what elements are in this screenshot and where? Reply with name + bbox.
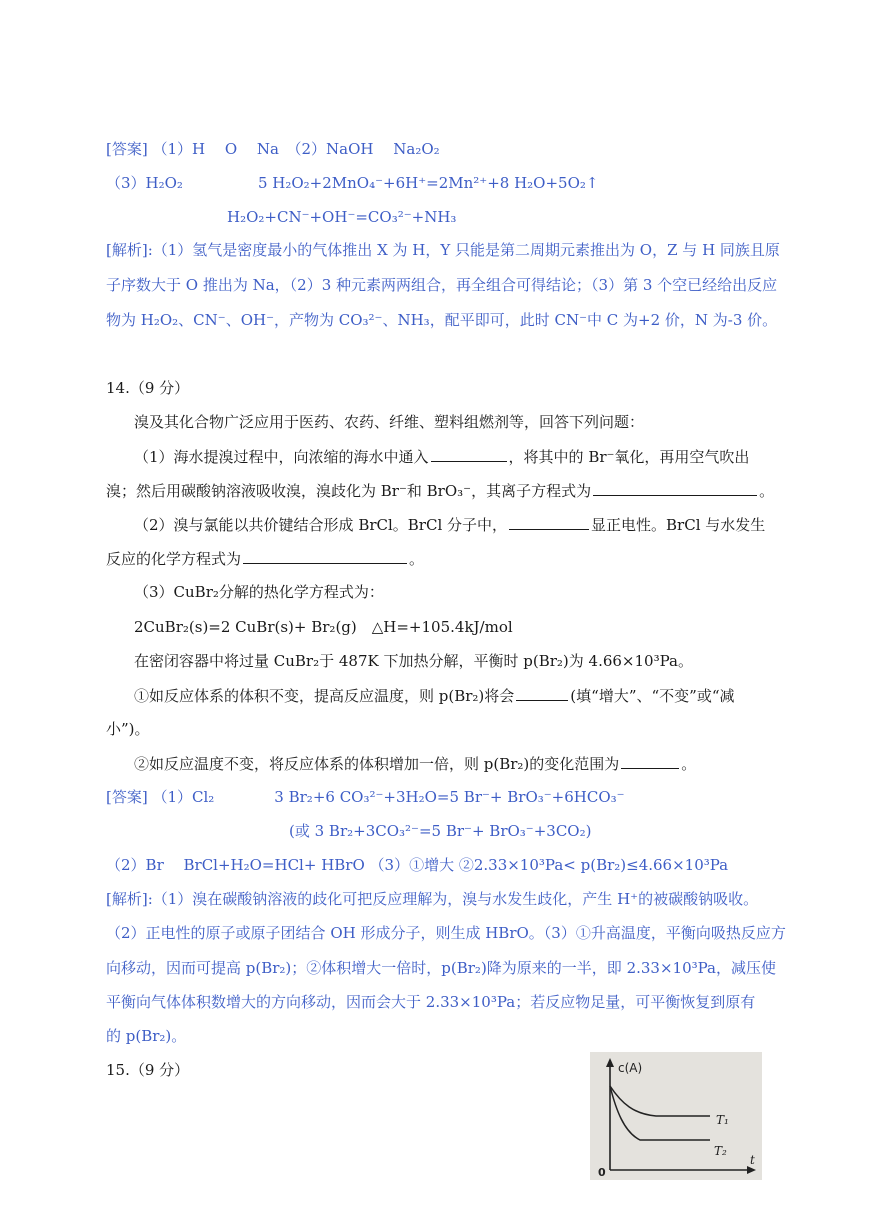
answer-blank-3[interactable] [509, 514, 589, 530]
curve-t2-label: T₂ [714, 1144, 727, 1158]
q14-part3-equation: 2CuBr₂(s)=2 CuBr(s)+ Br₂(g) △H=+105.4kJ/mol [134, 618, 513, 636]
q14-answer-line3: （2）Br BrCl+H₂O=HCl+ HBrO （3）①增大 ②2.33×10³Pa< p(Br₂)≤4.66×10³Pa [106, 856, 729, 874]
x-axis-label: t [750, 1153, 755, 1167]
q14-part3-q2-line [134, 753, 696, 774]
q14-analysis-line3: 向移动，因而可提高 p(Br₂)；②体积增大一倍时，p(Br₂)降为原来的一半，即 2.33×10³Pa，减压使 [106, 959, 776, 977]
q13-analysis-line3: 物为 H₂O₂、CN⁻、OH⁻，产物为 CO₃²⁻、NH₃，配平即可，此时 CN⁻中 C 为+2 价，N 为-3 价。 [106, 311, 778, 329]
q13-analysis-line1: [解析]:（1）氢气是密度最小的气体推出 X 为 H，Y 只能是第二周期元素推出为 O，Z 与 H 同族且原 [106, 241, 780, 259]
q14-part3-q1-line1 [134, 685, 735, 706]
concentration-time-diagram [590, 1052, 762, 1180]
q14-part2-line1 [134, 514, 765, 535]
concentration-time-figure [590, 1052, 762, 1180]
q14-answer-line2: (或 3 Br₂+3CO₃²⁻=5 Br⁻+ BrO₃⁻+3CO₂) [289, 822, 592, 840]
q13-analysis-line2: 子序数大于 O 推出为 Na，（2）3 种元素两两组合，再全组合可得结论；（3）第 3 个空已经给出反应 [106, 276, 778, 294]
answer-blank-5[interactable] [516, 685, 568, 701]
q14-answer-line1: [答案] （1）Cl₂ 3 Br₂+6 CO₃²⁻+3H₂O=5 Br⁻+ BrO₃⁻+6HCO₃⁻ [106, 788, 625, 806]
q14-part1-text-b: ，将其中的 Br⁻氧化，再用空气吹出 [508, 448, 750, 466]
origin-label: 0 [598, 1166, 606, 1179]
q14-analysis-line5: 的 p(Br₂)。 [106, 1027, 187, 1045]
q13-answer-line3: H₂O₂+CN⁻+OH⁻=CO₃²⁻+NH₃ [227, 208, 457, 226]
q14-part2-line2 [106, 548, 424, 569]
answer-blank-1[interactable] [431, 446, 507, 462]
q14-part1-text-c: 溴；然后用碳酸钠溶液吸收溴，溴歧化为 Br⁻和 BrO₃⁻，其离子方程式为 [106, 482, 592, 500]
q14-analysis-line4: 平衡向气体体积数增大的方向移动，因而会大于 2.33×10³Pa；若反应物足量，可平衡恢复到原有 [106, 993, 756, 1011]
q14-part3-title: （3）CuBr₂分解的热化学方程式为： [134, 583, 384, 601]
q14-part1-end: 。 [759, 482, 775, 500]
q14-part2-text-b: 显正电性。BrCl 与水发生 [591, 516, 766, 534]
y-axis-label: c(A) [618, 1061, 643, 1075]
q13-answer-line1: [答案] （1）H O Na （2）NaOH Na₂O₂ [106, 140, 440, 158]
curve-t1-label: T₁ [716, 1113, 729, 1127]
curve-t2 [610, 1086, 710, 1140]
answer-blank-2[interactable] [593, 480, 757, 496]
q14-part1-line1 [134, 446, 749, 467]
q14-part2-text-a: （2）溴与氯能以共价键结合形成 BrCl。BrCl 分子中， [134, 516, 508, 534]
q14-part2-text-c: 反应的化学方程式为 [106, 550, 242, 568]
q14-part3-condition: 在密闭容器中将过量 CuBr₂于 487K 下加热分解，平衡时 p(Br₂)为 4.66×10³Pa。 [134, 652, 693, 670]
q14-analysis-line2: （2）正电性的原子或原子团结合 OH 形成分子，则生成 HBrO。（3）①升高温度，平衡向吸热反应方 [106, 924, 786, 942]
q14-header: 14.（9 分） [106, 379, 190, 397]
curve-t1 [610, 1086, 710, 1116]
q14-intro: 溴及其化合物广泛应用于医药、农药、纤维、塑料组燃剂等，回答下列问题： [134, 413, 645, 431]
q14-part3-q2-text: ②如反应温度不变，将反应体系的体积增加一倍，则 p(Br₂)的变化范围为 [134, 755, 620, 773]
q14-part1-text-a: （1）海水提溴过程中，向浓缩的海水中通入 [134, 448, 429, 466]
q14-part3-q1-text-a: ①如反应体系的体积不变，提高反应温度，则 p(Br₂)将会 [134, 687, 515, 705]
answer-blank-4[interactable] [243, 548, 407, 564]
q15-header: 15.（9 分） [106, 1061, 190, 1079]
q14-part3-q1-text-b: (填“增大”、“不变”或“减 [570, 687, 735, 705]
q14-part1-line2 [106, 480, 774, 501]
x-axis-arrow [747, 1166, 756, 1174]
answer-blank-6[interactable] [621, 753, 679, 769]
y-axis-arrow [606, 1058, 614, 1067]
q14-part3-q1-line2: 小”)。 [106, 720, 150, 738]
q14-part3-q2-end: 。 [681, 755, 697, 773]
q13-answer-line2: （3）H₂O₂ 5 H₂O₂+2MnO₄⁻+6H⁺=2Mn²⁺+8 H₂O+5O₂↑ [106, 174, 599, 192]
q14-analysis-line1: [解析]:（1）溴在碳酸钠溶液的歧化可把反应理解为，溴与水发生歧化，产生 H⁺的被碳酸钠吸收。 [106, 890, 759, 908]
q14-part2-end: 。 [409, 550, 425, 568]
